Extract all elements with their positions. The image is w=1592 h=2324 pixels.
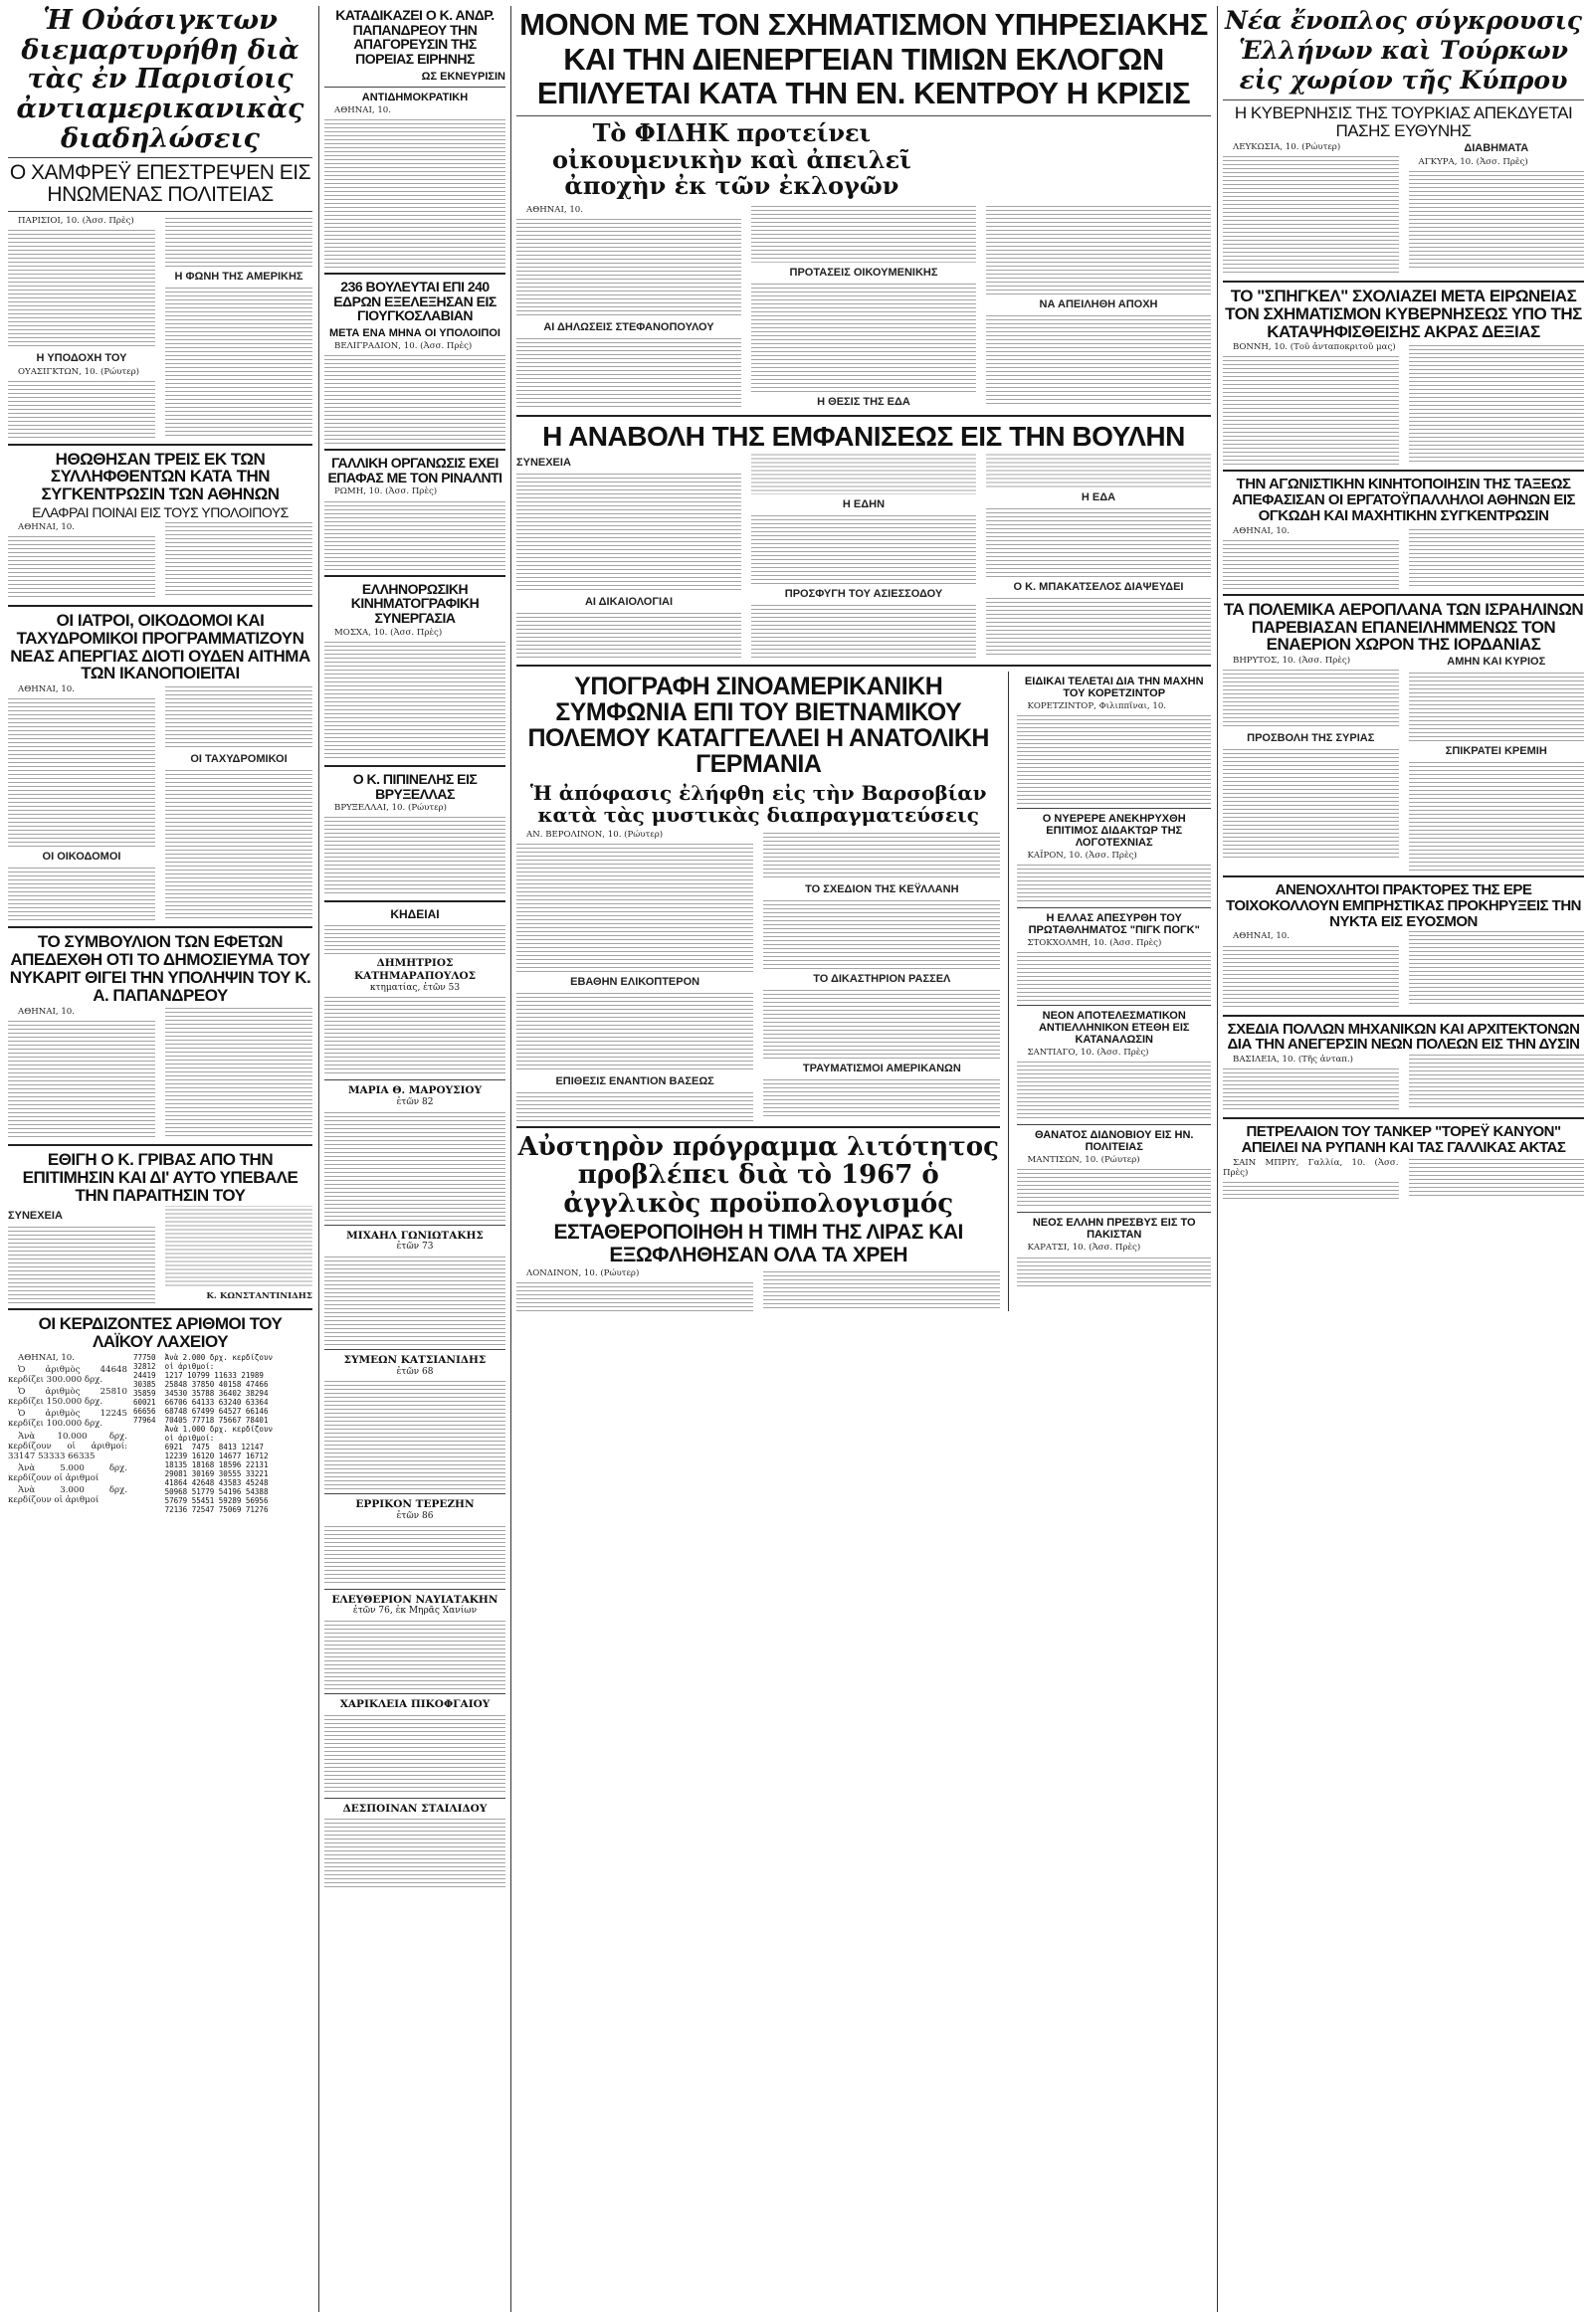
dateline: ΒΟΝΝΗ, 10. (Τοῦ ἀνταποκριτοῦ μας): [1233, 342, 1396, 353]
byline: Κ. ΚΩΝΣΤΑΝΤΙΝΙΔΗΣ: [206, 1290, 312, 1301]
subhead: ΔΙΑΒΗΜΑΤΑ: [1464, 141, 1529, 154]
dateline: ΑΘΗΝΑΙ, 10.: [18, 1006, 75, 1017]
dateline: ΑΘΗΝΑΙ, 10.: [18, 1352, 75, 1363]
posters-story: [1223, 882, 1584, 1009]
story-body: [516, 1268, 1000, 1311]
cyprus-story: [1223, 6, 1584, 276]
story-body: [516, 453, 1211, 660]
obituary-note: ἐτῶν 82: [396, 1096, 434, 1107]
obituary-name: ΣΥΜΕΩΝ ΚΑΤΣΙΑΝΙΔΗΣ: [343, 1354, 487, 1367]
dateline: ΣΑΙΝ ΜΠΡΙΥ, Γαλλία, 10. (Ἀσσ. Πρὲς): [1223, 1157, 1399, 1178]
dateline: ΚΑΡΑΤΣΙ, 10. (Ἀσσ. Πρὲς): [1027, 1243, 1141, 1254]
dateline: ΛΟΝΔΙΝΟΝ, 10. (Ρώυτερ): [526, 1267, 640, 1278]
lead-body: [516, 205, 1211, 409]
story-headline: ΕΛΛΗΝΟΡΩΣΙΚΗ ΚΙΝΗΜΑΤΟΓΡΑΦΙΚΗ ΣΥΝΕΡΓΑΣΙΑ: [350, 580, 480, 626]
lottery-story: [8, 1315, 312, 1514]
dateline: ΚΟΡΕΤΖΙΝΤΟΡ, Φιλιππῖναι, 10.: [1027, 700, 1167, 711]
story-headline: Ο Κ. ΠΙΠΙΝΕΛΗΣ ΕΙΣ ΒΡΥΞΕΛΛΑΣ: [352, 770, 478, 802]
story-headline: ΗΘΩΘΗΣΑΝ ΤΡΕΙΣ ΕΚ ΤΩΝ ΣΥΛΛΗΦΘΕΝΤΩΝ ΚΑΤΑ ΤΗΝ ΣΥΓΚΕΝΤΡΩΣΙΝ ΤΩΝ ΑΘΗΝΩΝ: [41, 449, 280, 504]
deck-headline: Ἡ ἀπόφασις ἐλήφθη εἰς τὴν Βαρσοβίαν κατὰ τὰς μυστικὰς διαπραγματεύσεις: [529, 780, 987, 827]
column-rule: [510, 6, 511, 2312]
dateline: ΑΘΗΝΑΙ, 10.: [526, 205, 583, 216]
dateline: ΑΝ. ΒΕΡΟΛΙΝΟΝ, 10. (Ρώυτερ): [526, 829, 664, 840]
story-headline: ΟΙ ΙΑΤΡΟΙ, ΟΙΚΟΔΟΜΟΙ ΚΑΙ ΤΑΧΥΔΡΟΜΙΚΟΙ ΠΡΟΓΡΑΜΜΑΤΙΖΟΥΝ ΝΕΑΣ ΑΠΕΡΓΙΑΣ ΔΙΟΤΙ ΟΥΔΕΝ ΑΙΤΗΜΑ ΤΩΝ ΙΚΑΝΟΠΟΙΕΙΤΑΙ: [10, 610, 310, 683]
story-headline: Νέα ἔνοπλος σύγκρουσις Ἑλλήνων καὶ Τούρκων εἰς χωρίον τῆς Κύπρου: [1224, 6, 1583, 95]
obituary-name: ΜΙΧΑΗΛ ΓΩΝΙΩΤΑΚΗΣ: [346, 1229, 484, 1242]
dateline: ΒΕΛΙΓΡΑΔΙΟΝ, 10. (Ἀσσ. Πρὲς): [334, 340, 473, 351]
brief-headline: ΕΙΔΙΚΑΙ ΤΕΛΕΤΑΙ ΔΙΑ ΤΗΝ ΜΑΧΗΝ ΤΟΥ ΚΟΡΕΤΖΙΝΤΟΡ: [1024, 675, 1204, 699]
obituary-name: ΔΕΣΠΟΙΝΑΝ ΣΤΑΙΛΙΔΟΥ: [342, 1802, 488, 1815]
engineers-story: [1223, 1022, 1584, 1113]
brief-headline: ΝΕΟΣ ΕΛΛΗΝ ΠΡΕΣΒΥΣ ΕΙΣ ΤΟ ΠΑΚΙΣΤΑΝ: [1032, 1217, 1196, 1242]
dateline: ΠΑΡΙΣΙΟΙ, 10. (Ἀσσ. Πρὲς): [18, 215, 134, 226]
story-subheadline: ΕΣΤΑΘΕΡΟΠΟΙΗΘΗ Η ΤΙΜΗ ΤΗΣ ΛΙΡΑΣ ΚΑΙ ΕΞΩΦΛΗΘΗΣΑΝ ΟΛΑ ΤΑ ΧΡΕΗ: [553, 1221, 963, 1266]
obituary-name: ΔΗΜΗΤΡΙΟΣ ΚΑΤΗΜΑΡΑΠΟΥΛΟΣ: [353, 957, 477, 982]
lottery-numbers: 77750 Ἀνὰ 2.000 δρχ. κερδίζουν 32812 οἱ ἀριθμοί: 24419 1217 10799 11633 21989 30385 25848 37850 40158 47466 35859 34530 35788 36402 38294 60021 66706 64133 63240 63364 66656 68748 67499 64527 66146 77964 70405 77718 75667 78401 Ἀνὰ 1.000 δρχ. κερδίζουν οἱ ἀριθμοί: 6921 7475 8413 12147 12239 16120 14677 16712 18135 18168 18596 22131 29081 30169 30555 33221 41864 42648 43583 45248 50968 51779 54196 54388 57679 55451 59289 56956 72136 72547 75069 71276: [133, 1352, 273, 1514]
subhead: ΑΜΗΝ ΚΑΙ ΚΥΡΙΟΣ: [1447, 656, 1546, 669]
lower-center: [516, 672, 1211, 1311]
obituary-note: κτηματίας, ἐτῶν 53: [369, 982, 461, 993]
israel-story: [1223, 601, 1584, 871]
subhead: ΠΡΟΤΑΣΕΙΣ ΟΙΚΟΥΜΕΝΙΚΗΣ: [789, 267, 938, 280]
story-subheadline: Η ΚΥΒΕΡΝΗΣΙΣ ΤΗΣ ΤΟΥΡΚΙΑΣ ΑΠΕΚΔΥΕΤΑΙ ΠΑΣΗΣ ΕΥΘΥΝΗΣ: [1234, 103, 1573, 140]
arrests-story: [8, 451, 312, 600]
rinaldi-story: [324, 456, 505, 570]
story-headline: 236 ΒΟΥΛΕΥΤΑΙ ΕΠΙ 240 ΕΔΡΩΝ ΕΞΕΛΕΞΗΣΑΝ ΕΙΣ ΓΙΟΥΓΚΟΣΛΑΒΙΑΝ: [333, 278, 497, 324]
brief-headline: Ο ΝΥΕΡΕΡΕ ΑΝΕΚΗΡΥΧΘΗ ΕΠΙΤΙΜΟΣ ΔΙΔΑΚΤΩΡ ΤΗΣ ΛΟΓΟΤΕΧΝΙΑΣ: [1042, 812, 1186, 849]
dateline: ΟΥΑΣΙΓΚΤΩΝ, 10. (Ρώυτερ): [18, 366, 139, 377]
spiegel-story: [1223, 288, 1584, 466]
story-body: [1223, 526, 1584, 589]
column-rule: [1217, 6, 1218, 2312]
right-section: [1223, 6, 1584, 2312]
story-body: [8, 1007, 312, 1139]
lottery-prizes: [8, 1353, 127, 1514]
subhead: ΑΝΤΙΔΗΜΟΚΡΑΤΙΚΗ: [361, 91, 469, 103]
column-rule: [318, 6, 319, 2312]
subhead: ΕΠΙΘΕΣΙΣ ΕΝΑΝΤΙΟΝ ΒΑΣΕΩΣ: [555, 1074, 714, 1087]
subhead: Η ΥΠΟΔΟΧΗ ΤΟΥ: [36, 351, 127, 364]
obituary: [324, 1698, 505, 1794]
story-tag: ΩΣ ΕΚΝΕΥΡΙΣΙΝ: [421, 70, 505, 83]
prize: Ἀνὰ 5.000 δρχ. κερδίζουν οἱ ἀριθμοί: [8, 1463, 127, 1484]
story-body: [8, 522, 312, 600]
story-body: [1223, 342, 1584, 465]
subhead: ΣΠΙΚΡΑΤΕΙ ΚΡΕΜΙΗ: [1445, 745, 1547, 758]
story-body: [1223, 1158, 1584, 1201]
story-body: [1223, 142, 1584, 276]
dateline: ΑΘΗΝΑΙ, 10.: [1233, 525, 1290, 536]
banner-headline: ΜΟΝΟΝ ΜΕ ΤΟΝ ΣΧΗΜΑΤΙΣΜΟΝ ΥΠΗΡΕΣΙΑΚΗΣ ΚΑΙ ΤΗΝ ΔΙΕΝΕΡΓΕΙΑΝ ΤΙΜΙΩΝ ΕΚΛΟΓΩΝ ΕΠΙΛΥΕΤΑΙ ΚΑΤΑ ΤΗΝ ΕΝ. ΚΕΝΤΡΟΥ Η ΚΡΙΣΙΣ: [519, 7, 1208, 111]
story-headline: ΕΘΙΓΗ Ο Κ. ΓΡΙΒΑΣ ΑΠΟ ΤΗΝ ΕΠΙΤΙΜΗΣΙΝ ΚΑΙ ΔΙ' ΑΥΤΟ ΥΠΕΒΑΛΕ ΤΗΝ ΠΑΡΑΙΤΗΣΙΝ ΤΟΥ: [22, 1149, 298, 1205]
subhead: ΝΑ ΑΠΕΙΛΗΘΗ ΑΠΟΧΗ: [1039, 298, 1158, 311]
story-body: [8, 1206, 312, 1303]
cinema-story: [324, 582, 505, 760]
tanker-story: [1223, 1124, 1584, 1201]
subhead: Η ΘΕΣΙΣ ΤΗΣ ΕΔΑ: [817, 396, 910, 409]
section-title: ΚΗΔΕΙΑΙ: [390, 907, 440, 922]
brief-body: [1017, 701, 1211, 804]
story-headline: Η ΑΝΑΒΟΛΗ ΤΗΣ ΕΜΦΑΝΙΣΕΩΣ ΕΙΣ ΤΗΝ ΒΟΥΛΗΝ: [542, 420, 1185, 452]
story-body: [324, 105, 505, 268]
obituary-name: ΧΑΡΙΚΛΕΙΑ ΠΙΚΟΦΓΑΙΟΥ: [339, 1698, 491, 1711]
brief-body: [1017, 1048, 1211, 1120]
subhead: ΑΙ ΔΗΛΩΣΕΙΣ ΣΤΕΦΑΝΟΠΟΥΛΟΥ: [543, 321, 714, 334]
vietnam-column: [516, 672, 1000, 1311]
subhead: ΤΟ ΔΙΚΑΣΤΗΡΙΟΝ ΡΑΣΣΕΛ: [813, 972, 951, 985]
britain-story: [516, 1133, 1000, 1311]
story-headline: Αὐστηρὸν πρόγραμμα λιτότητος προβλέπει διὰ τὸ 1967 ὁ ἀγγλικὸς προϋπολογισμός: [517, 1131, 999, 1219]
obituary-name: ΕΡΡΙΚΟΝ ΤΕΡΕΖΗΝ: [355, 1498, 475, 1511]
dateline: ΑΘΗΝΑΙ, 10.: [334, 104, 391, 115]
story-headline: ΚΑΤΑΔΙΚΑΖΕΙ Ο Κ. ΑΝΔΡ. ΠΑΠΑΝΔΡΕΟΥ ΤΗΝ ΑΠΑΓΟΡΕΥΣΙΝ ΤΗΣ ΠΟΡΕΙΑΣ ΕΙΡΗΝΗΣ: [335, 7, 495, 68]
story-headline: ΓΑΛΛΙΚΗ ΟΡΓΑΝΩΣΙΣ ΕΧΕΙ ΕΠΑΦΑΣ ΜΕ ΤΟΝ ΡΙΝΑΛΝΤΙ: [327, 455, 502, 485]
dateline: ΣΤΟΚΧΟΛΜΗ, 10. (Ἀσσ. Πρὲς): [1027, 937, 1162, 948]
prize: Ἀνὰ 10.000 δρχ. κερδίζουν οἱ ἀριθμοί: 33147 53333 66335: [8, 1431, 127, 1461]
vietnam-story: [516, 674, 1000, 1121]
prize: Ἀνὰ 3.000 δρχ. κερδίζουν οἱ ἀριθμοί: [8, 1485, 127, 1506]
subhead: ΠΡΟΣΒΟΛΗ ΤΗΣ ΣΥΡΙΑΣ: [1247, 732, 1375, 745]
parliament-story: [516, 422, 1211, 660]
obituary-note: ἐτῶν 86: [396, 1511, 434, 1522]
story-body: [8, 684, 312, 921]
dateline: ΛΕΥΚΩΣΙΑ, 10. (Ρώυτερ): [1233, 141, 1341, 152]
subhead: ΕΒΑΘΗΝ ΕΛΙΚΟΠΤΕΡΟΝ: [570, 975, 700, 988]
subhead: ΤΟ ΣΧΕΔΙΟΝ ΤΗΣ ΚΕΫΛΛΑΝΗ: [805, 882, 959, 895]
appeals-story: [8, 933, 312, 1138]
obituary-note: ἐτῶν 76, ἐκ Μηρᾶς Χανίων: [352, 1606, 478, 1617]
story-body: [324, 486, 505, 569]
lead-body: [8, 216, 312, 439]
story-headline: ΤΗΝ ΑΓΩΝΙΣΤΙΚΗΝ ΚΙΝΗΤΟΠΟΙΗΣΙΝ ΤΗΣ ΤΑΞΕΩΣ ΑΠΕΦΑΣΙΣΑΝ ΟΙ ΕΡΓΑΤΟΫΠΑΛΛΗΛΟΙ ΑΘΗΝΩΝ ΕΙΣ ΟΓΚΩΔΗ ΚΑΙ ΜΑΧΗΤΙΚΗΝ ΣΥΓΚΕΝΤΡΩΣΙΝ: [1231, 476, 1576, 524]
story-body: [516, 830, 1000, 1121]
pipinelis-story: [324, 772, 505, 896]
story-subheadline: ΕΛΑΦΡΑΙ ΠΟΙΝΑΙ ΕΙΣ ΤΟΥΣ ΥΠΟΛΟΙΠΟΥΣ: [32, 504, 289, 521]
story-body: [324, 628, 505, 760]
brief-body: [1017, 1155, 1211, 1208]
story-body: [1223, 1055, 1584, 1112]
obituary: [324, 924, 505, 1075]
dateline: ΑΘΗΝΑΙ, 10.: [18, 684, 75, 695]
obituary: [324, 1354, 505, 1489]
prize: Ὁ ἀριθμὸς 25810 κερδίζει 150.000 δρχ.: [8, 1387, 127, 1408]
deck-headline: Τὸ ΦΙΔΗΚ προτείνει οἰκουμενικὴν καὶ ἀπειλεῖ ἀποχὴν ἐκ τῶν ἐκλογῶν: [551, 118, 911, 200]
dateline: ΑΘΗΝΑΙ, 10.: [18, 521, 75, 532]
obituary-name: ΜΑΡΙΑ Θ. ΜΑΡΟΥΣΙΟΥ: [347, 1084, 483, 1097]
column-1: [8, 6, 312, 2312]
story-body: [1223, 656, 1584, 871]
story-headline: ΟΙ ΚΕΡΔΙΖΟΝΤΕΣ ΑΡΙΘΜΟΙ ΤΟΥ ΛΑΪΚΟΥ ΛΑΧΕΙΟΥ: [38, 1313, 283, 1351]
story-headline: ΑΝΕΝΟΧΛΗΤΟΙ ΠΡΑΚΤΟΡΕΣ ΤΗΣ ΕΡΕ ΤΟΙΧΟΚΟΛΛΟΥΝ ΕΜΠΡΗΣΤΙΚΑΣ ΠΡΟΚΗΡΥΞΕΙΣ ΤΗΝ ΝΥΚΤΑ ΕΙΣ ΕΥΟΣΜΟΝ: [1225, 881, 1581, 930]
brief-headline: ΘΑΝΑΤΟΣ ΔΙΔΝΟΒΙΟΥ ΕΙΣ ΗΝ. ΠΟΛΙΤΕΙΑΣ: [1034, 1129, 1194, 1154]
brief-headline: Η ΕΛΛΑΣ ΑΠΕΣΥΡΘΗ ΤΟΥ ΠΡΩΤΑΘΛΗΜΑΤΟΣ "ΠΙΓΚ ΠΟΓΚ": [1028, 911, 1200, 936]
obituary: [324, 1230, 505, 1345]
story-headline: ΤΑ ΠΟΛΕΜΙΚΑ ΑΕΡΟΠΛΑΝΑ ΤΩΝ ΙΣΡΑΗΛΙΝΩΝ ΠΑΡΕΒΙΑΣΑΝ ΕΠΑΝΕΙΛΗΜΜΕΝΩΣ ΤΟΝ ΕΝΑΕΡΙΟΝ ΧΩΡΟΝ ΤΗΣ ΙΟΡΔΑΝΙΑΣ: [1223, 599, 1584, 655]
peace-march-story: [324, 8, 505, 268]
obituary-note: ἐτῶν 68: [396, 1366, 434, 1377]
dateline: ΒΗΡΥΤΟΣ, 10. (Ἀσσ. Πρὲς): [1233, 656, 1351, 667]
story-subheadline: ΜΕΤΑ ΕΝΑ ΜΗΝΑ ΟΙ ΥΠΟΛΟΙΠΟΙ: [329, 326, 500, 339]
brief-headline: ΝΕΟΝ ΑΠΟΤΕΛΕΣΜΑΤΙΚΟΝ ΑΝΤΙΕΛΛΗΝΙΚΟΝ ΕΤΕΘΗ ΕΙΣ ΚΑΤΑΝΑΛΩΣΙΝ: [1038, 1010, 1190, 1047]
dateline: ΑΓΚΥΡΑ, 10. (Ἀσσ. Πρὲς): [1418, 156, 1528, 167]
dateline: ΣΑΝΤΙΑΓΟ, 10. (Ἀσσ. Πρὲς): [1027, 1048, 1149, 1059]
brief-body: [1017, 938, 1211, 1001]
subhead: Η ΦΩΝΗ ΤΗΣ ΑΜΕΡΙΚΗΣ: [174, 270, 303, 283]
subhead: ΑΙ ΔΙΚΑΙΟΛΟΓΙΑΙ: [584, 596, 674, 609]
dateline: ΒΡΥΞΕΛΛΑΙ, 10. (Ρώυτερ): [334, 803, 447, 814]
dateline: ΜΑΝΤΙΣΩΝ, 10. (Ρώυτερ): [1027, 1155, 1140, 1166]
center-section: [516, 6, 1211, 2312]
story-body: [1223, 931, 1584, 1009]
prize: Ὁ ἀριθμὸς 44648 κερδίζει 300.000 δρχ.: [8, 1364, 127, 1385]
obituary: [324, 1594, 505, 1689]
dateline: ΜΟΣΧΑ, 10. (Ἀσσ. Πρὲς): [334, 627, 443, 638]
obituaries: [324, 907, 505, 1887]
dateline: ΒΑΣΙΛΕΙΑ, 10. (Τῆς ἀνταπ.): [1233, 1055, 1354, 1065]
dateline: ΑΘΗΝΑΙ, 10.: [1233, 931, 1290, 942]
newspaper-page: [8, 6, 1584, 2312]
dateline: ΚΑΪΡΟΝ, 10. (Ἀσσ. Πρὲς): [1027, 850, 1137, 861]
subhead: Ο Κ. ΜΠΑΚΑΤΣΕΛΟΣ ΔΙΑΨΕΥΔΕΙ: [1013, 580, 1184, 593]
briefs-column: [1017, 672, 1211, 1311]
yugoslavia-story: [324, 280, 505, 444]
story-headline: ΤΟ ΣΥΜΒΟΥΛΙΟΝ ΤΩΝ ΕΦΕΤΩΝ ΑΠΕΔΕΧΘΗ ΟΤΙ ΤΟ ΔΗΜΟΣΙΕΥΜΑ ΤΟΥ ΝΥΚΑΡΙΤ ΘΙΓΕΙ ΤΗΝ ΥΠΟΛΗΨΙΝ ΤΟΥ Κ. Α. ΠΑΠΑΝΔΡΕΟΥ: [9, 932, 311, 1005]
brief-body: [1017, 1243, 1211, 1285]
lead-subheadline: Ο ΧΑΜΦΡΕΫ ΕΠΕΣΤΡΕΨΕΝ ΕΙΣ ΗΝΩΜΕΝΑΣ ΠΟΛΙΤΕΙΑΣ: [9, 161, 311, 207]
subhead: Η ΕΔΗΝ: [842, 498, 886, 511]
story-body: [324, 341, 505, 444]
story-headline: ΥΠΟΓΡΑΦΗ ΣΙΝΟΑΜΕΡΙΚΑΝΙΚΗ ΣΥΜΦΩΝΙΑ ΕΠΙ ΤΟΥ ΒΙΕΤΝΑΜΙΚΟΥ ΠΟΛΕΜΟΥ ΚΑΤΑΓΓΕΛΛΕΙ Η ΑΝΑΤΟΛΙΚΗ ΓΕΡΜΑΝΙΑ: [527, 672, 989, 779]
column-2: [324, 6, 505, 2312]
story-headline: ΤΟ "ΣΠΗΓΚΕΛ" ΣΧΟΛΙΑΖΕΙ ΜΕΤΑ ΕΙΡΩΝΕΙΑΣ ΤΟΝ ΣΧΗΜΑΤΙΣΜΟΝ ΚΥΒΕΡΝΗΣΕΩΣ ΥΠΟ ΤΗΣ ΚΑΤΑΨΗΦΙΣΘΕΙΣΗΣ ΑΚΡΑΣ ΔΕΞΙΑΣ: [1225, 286, 1582, 341]
lead-banner-story: [516, 8, 1211, 410]
lead-headline: Ἡ Οὐάσιγκτων διεμαρτυρήθη διὰ τὰς ἐν Παρισίοις ἀντιαμερικανικὰς διαδηλώσεις: [16, 6, 304, 154]
strikes-story: [8, 612, 312, 921]
prize: Ὁ ἀριθμὸς 12245 κερδίζει 100.000 δρχ.: [8, 1409, 127, 1430]
obituary-name: ΕΛΕΥΘΕΡΙΟΝ ΝΑΥΙΑΤΑΚΗΝ: [331, 1593, 498, 1606]
subhead: ΠΡΟΣΦΥΓΗ ΤΟΥ ΑΣΙΕΣΣΟΔΟΥ: [784, 588, 943, 601]
workers-story: [1223, 477, 1584, 588]
subhead: Η ΕΔΑ: [1081, 490, 1116, 503]
story-headline: ΣΧΕΔΙΑ ΠΟΛΛΩΝ ΜΗΧΑΝΙΚΩΝ ΚΑΙ ΑΡΧΙΤΕΚΤΟΝΩΝ ΔΙΑ ΤΗΝ ΑΝΕΓΕΡΣΙΝ ΝΕΩΝ ΠΟΛΕΩΝ ΕΙΣ ΤΗΝ ΔΥΣΙΝ: [1227, 1020, 1580, 1054]
obituary: [324, 1084, 505, 1220]
obituary: [324, 1803, 505, 1888]
obituary-note: ἐτῶν 73: [396, 1242, 434, 1253]
subhead: ΟΙ ΤΑΧΥΔΡΟΜΙΚΟΙ: [190, 753, 288, 766]
brief-body: [1017, 851, 1211, 903]
subhead: ΤΡΑΥΜΑΤΙΣΜΟΙ ΑΜΕΡΙΚΑΝΩΝ: [802, 1062, 961, 1074]
subhead: ΟΙ ΟΙΚΟΔΟΜΟΙ: [42, 851, 121, 864]
continuation-label: ΣΥΝΕΧΕΙΑ: [8, 1210, 63, 1223]
continuation-label: ΣΥΝΕΧΕΙΑ: [516, 457, 571, 470]
obituary: [324, 1498, 505, 1584]
story-body: [324, 803, 505, 895]
lead-story: [8, 6, 312, 439]
story-headline: ΠΕΤΡΕΛΑΙΟΝ ΤΟΥ ΤΑΝΚΕΡ "ΤΟΡΕΫ ΚΑΝΥΟΝ" ΑΠΕΙΛΕΙ ΝΑ ΡΥΠΑΝΗ ΚΑΙ ΤΑΣ ΓΑΛΛΙΚΑΣ ΑΚΤΑΣ: [1241, 1123, 1566, 1156]
grivas-story: [8, 1151, 312, 1303]
dateline: ΡΩΜΗ, 10. (Ἀσσ. Πρὲς): [334, 486, 438, 497]
